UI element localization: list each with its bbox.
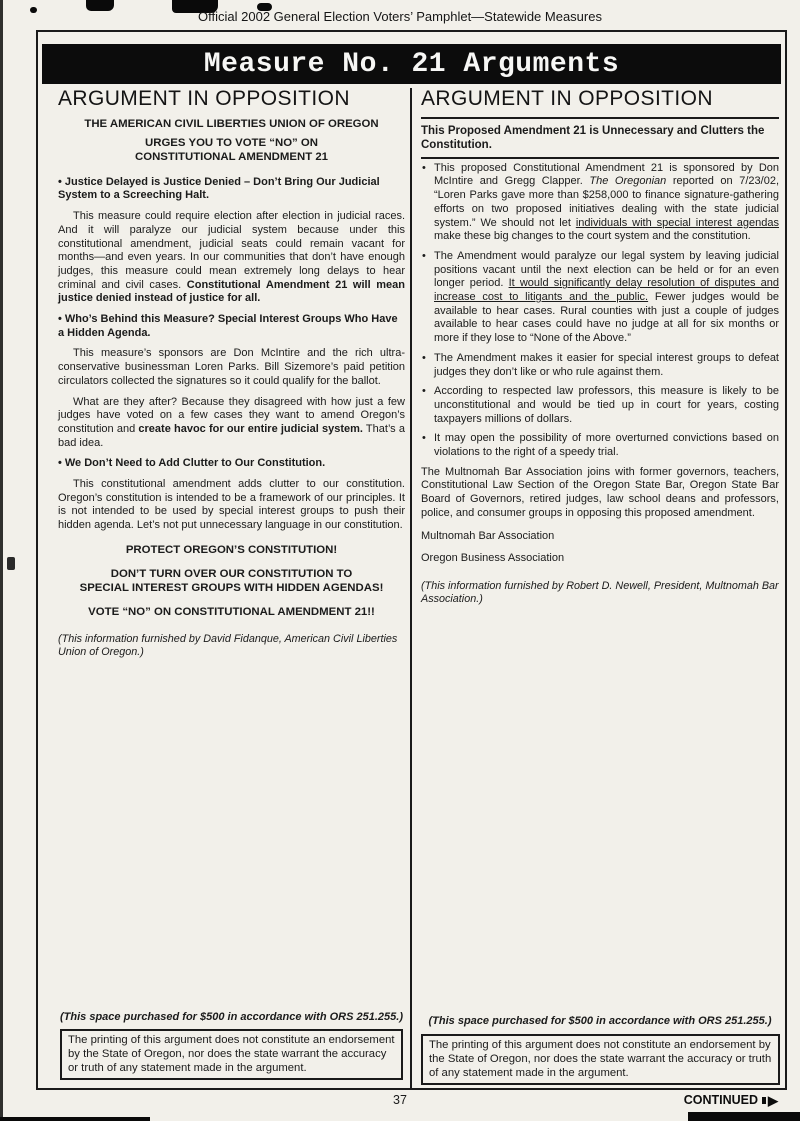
bullet-heading (58, 457, 405, 471)
disclaimer-box (60, 1029, 403, 1080)
bullet-icon: • (422, 161, 426, 174)
cta-line: PROTECT OREGON’S CONSTITUTION! (125, 543, 338, 556)
bullet-item (421, 432, 779, 459)
bullet-heading-text: Justice Delayed is Justice Denied – Don’t Bring Our Judicial System to a Screeching Halt. (58, 175, 380, 202)
cta-line: DON’T TURN OVER OUR CONSTITUTION TO (110, 567, 353, 580)
purchase-note: (This space purchased for $500 in accordance with ORS 251.255.) (428, 1015, 772, 1027)
bullet-text: The Amendment makes it easier for special interest groups to defeat judges they don’t like or who rule against them. (434, 351, 779, 378)
signatory-org: Multnomah Bar Association (421, 529, 555, 542)
bullet-heading (58, 313, 405, 340)
paragraph-text: The Amendment would paralyze our legal system by leaving judicial positions vacant until the next election can be held or for an even longer period. (434, 249, 779, 290)
bullet-icon: • (422, 249, 426, 262)
paragraph-text: The Multnomah Bar Association joins with former governors, teachers, Constitutional Law Section of the Oregon State Bar, Oregon State Bar Board of Governors, retired judges, law school deans and professors, police, and consumer groups in opposing this proposed amendment. (421, 465, 779, 519)
furnished-text: (This information furnished by David Fidanque, American Civil Liberties Union of Oregon.) (58, 632, 398, 658)
publication-name: The Oregonian (589, 175, 667, 188)
scan-ink-mark (7, 557, 15, 570)
bullet-heading-text: We Don’t Need to Add Clutter to Our Constitution. (64, 457, 326, 470)
paragraph-text-bold: Constitutional Amendment 21 will mean justice denied instead of justice for all. (58, 278, 405, 305)
paragraph-text: This constitutional amendment adds clutter to our constitution. Oregon’s constitution is intended to be a framework of our principles. It is not intended to be used by special interest groups to push their hidden agenda. Let’s not put unnecessary language in our constitution. (58, 478, 405, 532)
argument-paragraph (421, 466, 779, 521)
bullet-text (434, 250, 779, 344)
disclaimer-box (421, 1034, 780, 1085)
paragraph-text: This proposed Constitutional Amendment 21 is sponsored by Don McIntire and Gregg Clapper. (434, 161, 779, 188)
paragraph-text-underlined: individuals with special interest agendas (575, 216, 780, 229)
argument-column-right (421, 87, 780, 613)
disclaimer-text: The printing of this argument does not constitute an endorsement by the State of Oregon, nor does the state warrant the accuracy or truth of any statement made in the argument. (68, 1034, 395, 1074)
argument-heading: ARGUMENT IN OPPOSITION (421, 87, 713, 110)
bullet-heading-text: Who’s Behind this Measure? Special Interest Groups Who Have a Hidden Agenda. (58, 313, 398, 339)
bullet-icon: • (422, 385, 426, 398)
scan-artifact (688, 1112, 800, 1121)
bullet-item (421, 385, 779, 426)
argument-paragraph (58, 210, 405, 306)
continued-label: CONTINUED (683, 1093, 758, 1107)
paragraph-text-underlined: It would significantly delay resolution of disputes and increase cost to litigants and the public. (434, 277, 779, 304)
paragraph-text-bold: create havoc for our entire judicial system. (138, 422, 363, 435)
bullet-heading (58, 176, 405, 203)
cta-line: VOTE “NO” ON CONSTITUTIONAL AMENDMENT 21!! (88, 605, 375, 618)
purchase-note: (This space purchased for $500 in accordance with ORS 251.255.) (60, 1011, 403, 1023)
signatory-org: Oregon Business Association (421, 552, 565, 565)
bullet-item (421, 162, 779, 244)
argument-subheading (421, 124, 779, 152)
amendment-line: CONSTITUTIONAL AMENDMENT 21 (134, 150, 328, 163)
paragraph-text: make these big changes to the court system and the constitution. (434, 230, 751, 243)
furnished-note (58, 633, 405, 659)
bullet-icon: • (58, 457, 62, 470)
subheading-rule-bottom (421, 157, 779, 159)
bullet-icon: • (58, 313, 62, 326)
bullet-text: It may open the possibility of more overturned convictions based on violations to the right of a speedy trial. (434, 432, 779, 459)
bullet-text (434, 162, 779, 243)
scan-edge-line (0, 0, 3, 1121)
argument-paragraph (58, 396, 405, 451)
running-header: Official 2002 General Election Voters’ Pamphlet—Statewide Measures (198, 9, 602, 24)
vote-no-line: URGES YOU TO VOTE “NO” ON (145, 136, 318, 149)
cta-line: SPECIAL INTEREST GROUPS WITH HIDDEN AGENDAS! (79, 581, 384, 594)
measure-title: Measure No. 21 Arguments (203, 48, 620, 80)
page-number: 37 (393, 1093, 407, 1107)
paragraph-text: reported on 7/23/02, “Loren Parks gave more than $258,000 to finance signature-gathering efforts on two proposed initiatives dealing with the state judicial system.” We should not let (434, 175, 779, 229)
org-name-line: THE AMERICAN CIVIL LIBERTIES UNION OF OREGON (84, 117, 379, 130)
paragraph-text: What are they after? Because they disagreed with how just a few judges have voted on a few cases they want to amend Oregon’s constitution and (58, 395, 405, 435)
disclaimer-text: The printing of this argument does not constitute an endorsement by the State of Oregon, nor does the state warrant the accuracy or truth of any statement made in the argument. (429, 1039, 772, 1079)
furnished-text: (This information furnished by Robert D. Newell, President, Multnomah Bar Association.) (421, 579, 779, 605)
argument-heading: ARGUMENT IN OPPOSITION (58, 87, 350, 110)
bullet-icon: • (422, 432, 426, 445)
subheading-text: This Proposed Amendment 21 is Unnecessary and Clutters the Constitution. (421, 124, 765, 151)
bullet-item (421, 250, 779, 346)
paragraph-text: This measure’s sponsors are Don McIntire and the rich ultra-conservative businessman Loren Parks. Bill Sizemore’s paid petition circulators collected the signatures so it could qualify for the ballot. (58, 347, 405, 387)
subheading-rule-top (421, 117, 779, 119)
argument-paragraph (58, 347, 405, 388)
bullet-text: According to respected law professors, this measure is likely to be unconstitutional and would be tied up in court for years, costing taxpayers millions of dollars. (434, 385, 779, 425)
continued-arrow-icon: ▶ (768, 1092, 778, 1108)
bullet-icon: • (422, 351, 426, 364)
scan-artifact (0, 1117, 150, 1121)
continued-marker (684, 1093, 778, 1107)
argument-paragraph (58, 478, 405, 533)
continued-arrow-icon (762, 1097, 766, 1104)
bullet-icon: • (58, 175, 62, 188)
paragraph-text: That’s a bad idea. (58, 422, 405, 449)
paragraph-text: Fewer judges would be available to hear cases. Rural counties with just a couple of judges available to hear cases could have no judge at all for six months or more if they lose to “None of the Above.” (434, 291, 779, 345)
furnished-note (421, 580, 779, 606)
column-divider (410, 88, 412, 1088)
bullet-item (421, 352, 779, 379)
paragraph-text: This measure could require election after election in judicial races. And it will paralyze our judicial system because under this constitutional amendment, judicial seats could remain vacant for months—and even years. In our communities that don’t have enough judges, this measure could mean extremely long delays to hear criminal and civil cases. (58, 210, 405, 291)
measure-title-banner (42, 44, 781, 84)
argument-column-left (58, 87, 405, 666)
